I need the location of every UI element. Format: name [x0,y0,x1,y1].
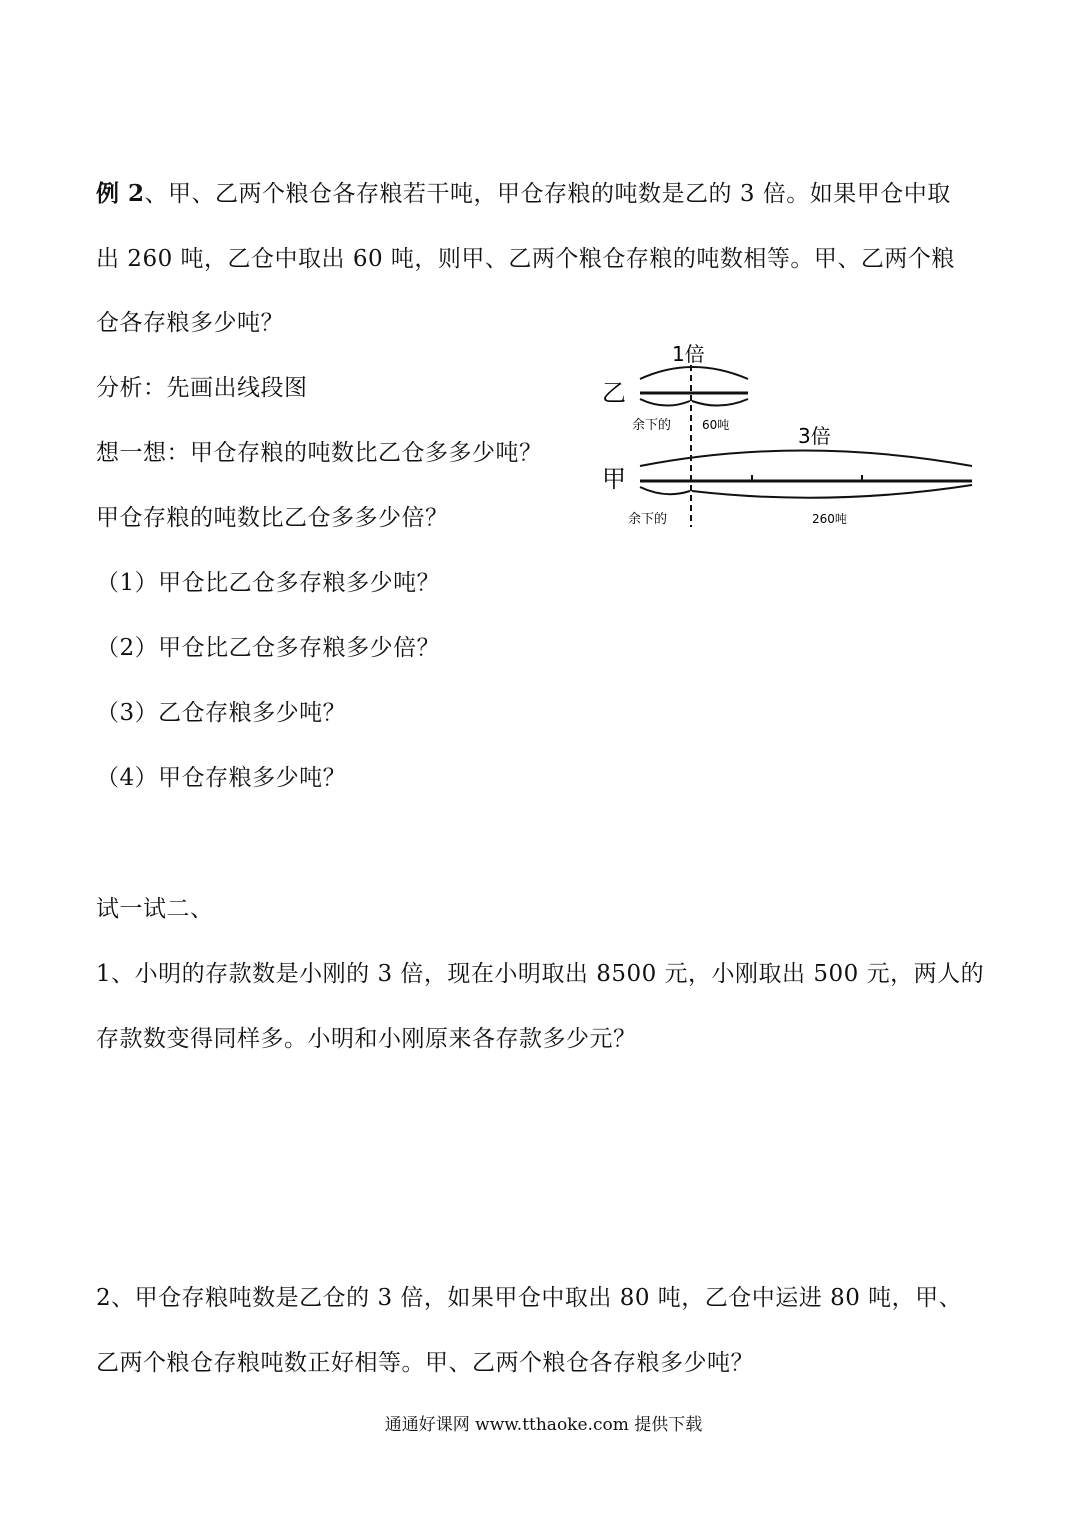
practice-title: 试一试二、 [96,896,214,922]
practice-q2-line-2: 乙两个粮仓存粮吨数正好相等。甲、乙两个粮仓各存粮多少吨？ [96,1350,754,1376]
diagram-one-times: 1倍 [672,342,705,366]
example-label: 例 2 [96,180,145,207]
page-footer: 通通好课网 www.tthaoke.com 提供下载 [384,1415,703,1435]
think-question-2: 甲仓存粮的吨数比乙仓多多少倍？ [96,505,449,531]
diagram-three-times: 3倍 [798,424,831,448]
step-1: （1）甲仓比乙仓多存粮多少吨？ [96,570,441,596]
jia-left-brace [640,487,690,494]
example-line-1 [96,175,951,208]
diagram-two-sixty-tons: 260吨 [812,512,847,526]
analysis-intro: 分析：先画出线段图 [96,375,308,401]
practice-q2-line-1: 2、甲仓存粮吨数是乙仓的 3 倍，如果甲仓中取出 80 吨，乙仓中运进 80 吨，甲、 [96,1285,963,1311]
jia-top-brace [640,451,972,467]
line-segment-diagram [590,335,985,535]
yi-left-brace [640,399,690,406]
example-line-2: 出 260 吨，乙仓中取出 60 吨，则甲、乙两个粮仓存粮的吨数相等。甲、乙两个粮 [96,246,955,272]
diagram-yi-label: 乙 [602,379,626,407]
diagram-remaining-yi: 余下的 [632,418,672,433]
yi-top-brace [640,367,748,379]
think-question-1: 想一想：甲仓存粮的吨数比乙仓多多少吨？ [96,440,543,466]
yi-right-brace [692,399,748,406]
step-4: （4）甲仓存粮多少吨？ [96,765,347,791]
practice-q1-line-2: 存款数变得同样多。小明和小刚原来各存款多少元？ [96,1026,637,1052]
practice-q1-line-1: 1、小明的存款数是小刚的 3 倍，现在小明取出 8500 元，小刚取出 500 元，两人的 [96,961,985,987]
jia-right-brace [692,485,972,498]
diagram-sixty-tons: 60吨 [702,418,730,432]
example-line-3: 仓各存粮多少吨？ [96,310,284,336]
step-3: （3）乙仓存粮多少吨？ [96,700,347,726]
example-text-1: 、甲、乙两个粮仓各存粮若干吨，甲仓存粮的吨数是乙的 3 倍。如果甲仓中取 [144,181,951,207]
diagram-jia-label: 甲 [602,465,626,493]
step-2: （2）甲仓比乙仓多存粮多少倍？ [96,635,441,661]
diagram-remaining-jia: 余下的 [628,512,668,527]
